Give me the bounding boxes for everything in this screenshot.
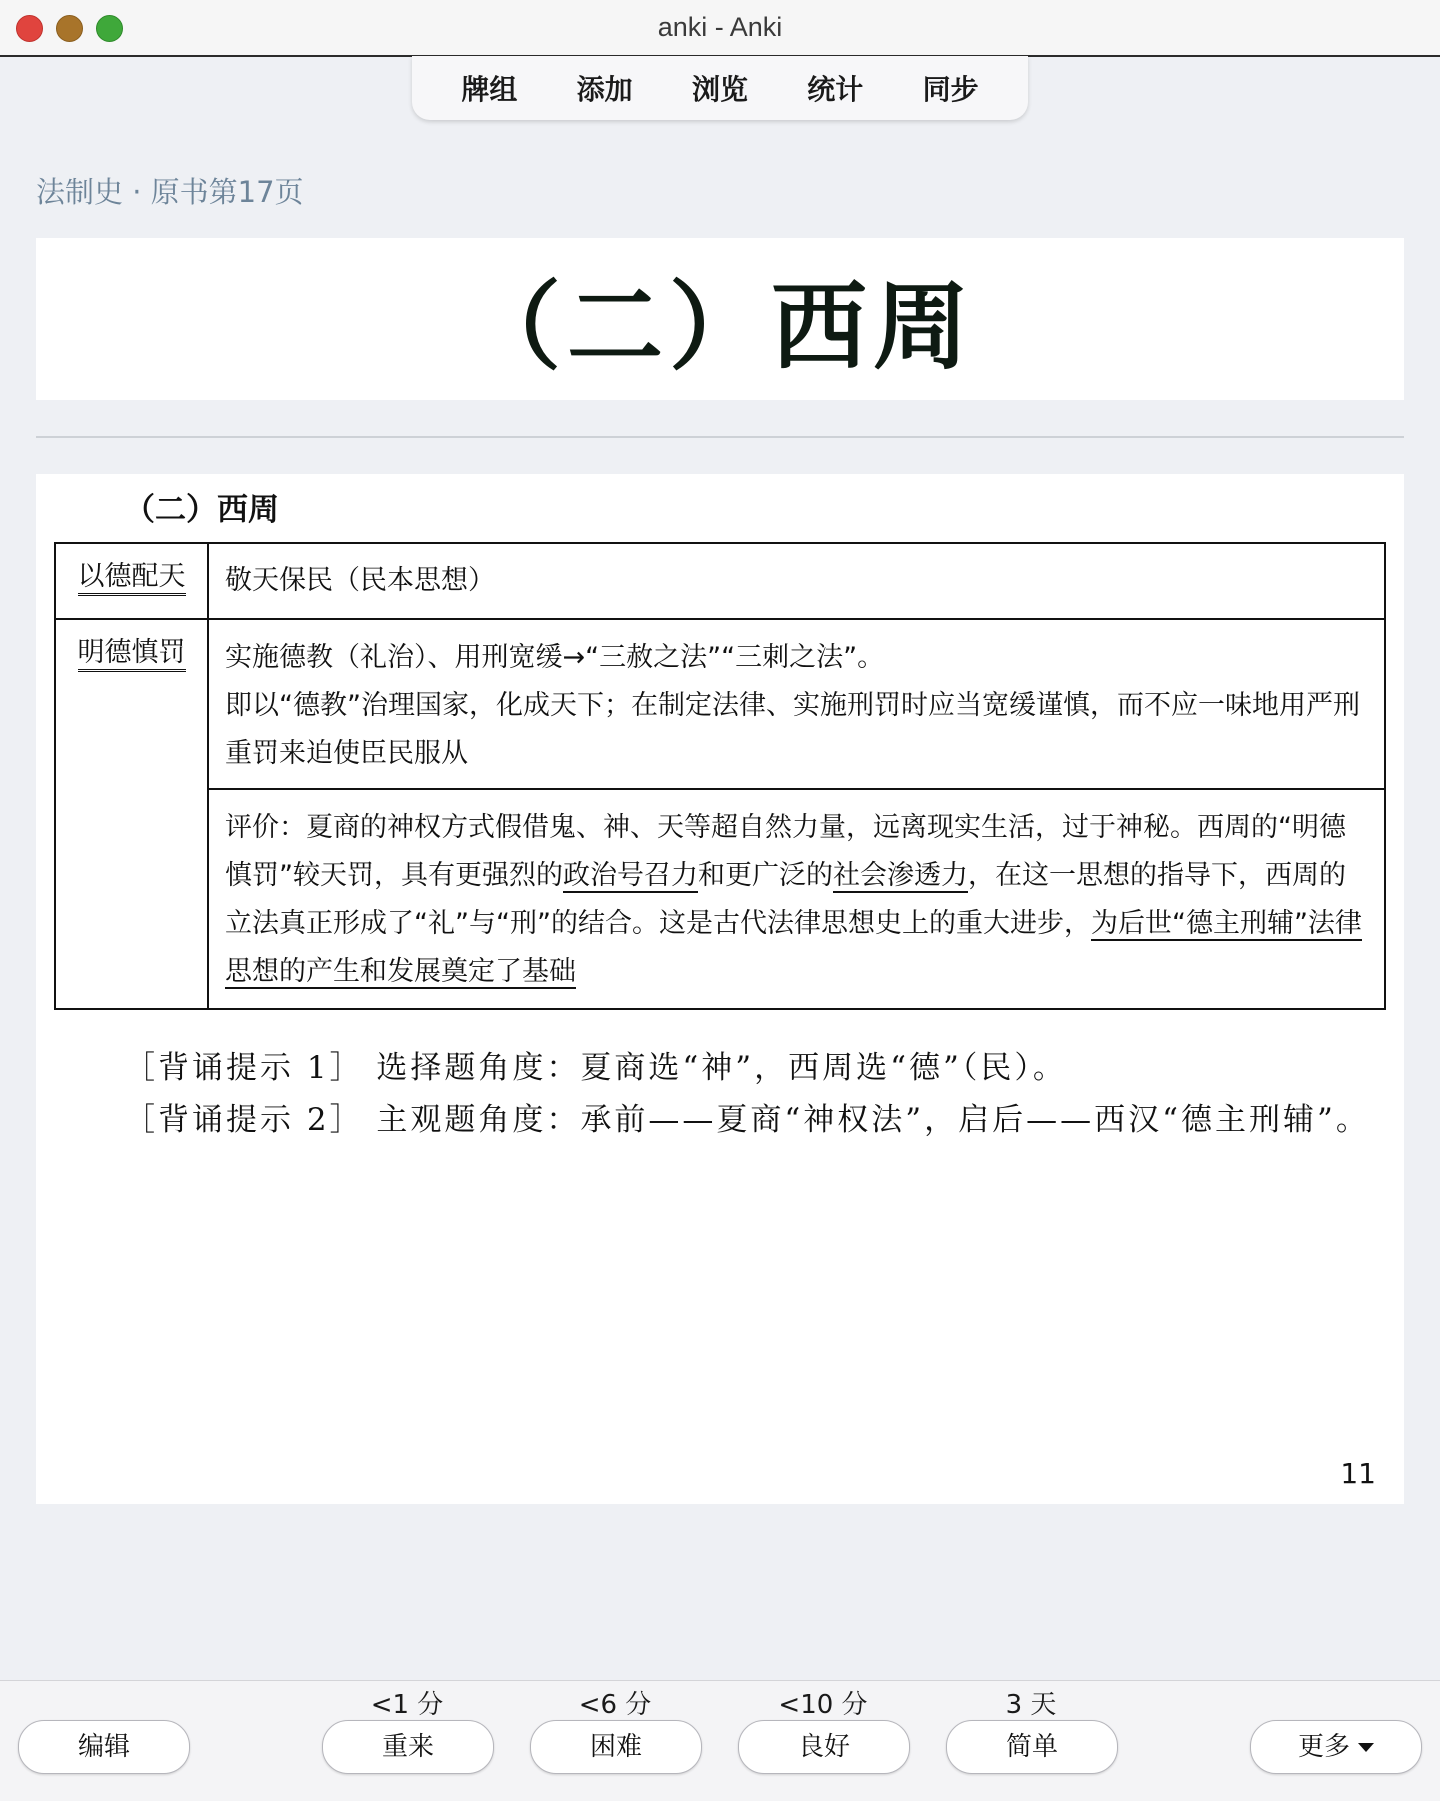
- nav-decks[interactable]: 牌组: [461, 73, 518, 106]
- top-toolbar: [412, 56, 1028, 120]
- interval-again: <1 分: [370, 1690, 444, 1720]
- more-label: 更多: [1297, 1732, 1350, 1762]
- interval-good: <10 分: [778, 1690, 868, 1720]
- page-number: 11: [1340, 1457, 1376, 1490]
- answer-bar: [0, 1680, 1440, 1801]
- interval-easy: 3 天: [1005, 1690, 1057, 1720]
- nav-stats[interactable]: 统计: [807, 73, 864, 106]
- good-button[interactable]: 良好: [738, 1720, 910, 1774]
- row-label-2: 明德慎罚: [55, 619, 208, 1009]
- table-row: [55, 619, 1385, 789]
- again-button[interactable]: 重来: [322, 1720, 494, 1774]
- row-label-1: 以德配天: [55, 543, 208, 619]
- memory-tip-2: ［背诵提示 2］ 主观题角度：承前——夏商“神权法”，启后——西汉“德主刑辅”。: [124, 1102, 1370, 1138]
- window-titlebar: [0, 0, 1440, 57]
- nav-browse[interactable]: 浏览: [691, 73, 748, 106]
- row-text-2: 实施德教（礼治）、用刑宽缓→“三赦之法”“三刺之法”。 即以“德教”治理国家，化成天下；在制定法律、实施刑罚时应当宽缓谨慎，而不应一味地用严刑重罚来迫使臣民服从: [208, 619, 1385, 789]
- easy-button[interactable]: 简单: [946, 1720, 1118, 1774]
- more-button[interactable]: [1250, 1720, 1422, 1774]
- front-title: （二）西周: [465, 269, 975, 383]
- front-image: [36, 238, 1404, 400]
- answer-divider: [36, 436, 1404, 438]
- evaluation-text: 评价：夏商的神权方式假借鬼、神、天等超自然力量，远离现实生活，过于神秘。西周的“明德慎罚”较天罚，具有更强烈的政治号召力和更广泛的社会渗透力，在这一思想的指导下，西周的立法真正形成了“礼”与“刑”的结合。这是古代法律思想史上的重大进步，为后世“德主刑辅”法律思想的产生和发展奠定了基础: [208, 789, 1385, 1009]
- table-row: [55, 789, 1385, 1009]
- row-text-1: 敬天保民（民本思想）: [208, 543, 1385, 619]
- card-source-label: 法制史 · 原书第17页: [36, 175, 304, 209]
- hard-button[interactable]: 困难: [530, 1720, 702, 1774]
- edit-button[interactable]: 编辑: [18, 1720, 190, 1774]
- content-table: [54, 542, 1386, 1010]
- nav-sync[interactable]: 同步: [922, 73, 979, 106]
- window-title: anki - Anki: [657, 12, 783, 42]
- table-row: [55, 543, 1385, 619]
- nav-add[interactable]: 添加: [576, 73, 633, 106]
- interval-hard: <6 分: [578, 1690, 652, 1720]
- back-image: [36, 474, 1404, 1504]
- section-heading: （二）西周: [124, 492, 279, 528]
- caret-down-icon: [1358, 1743, 1374, 1752]
- memory-tip-1: ［背诵提示 1］ 选择题角度：夏商选“神”，西周选“德”（民）。: [124, 1050, 1067, 1086]
